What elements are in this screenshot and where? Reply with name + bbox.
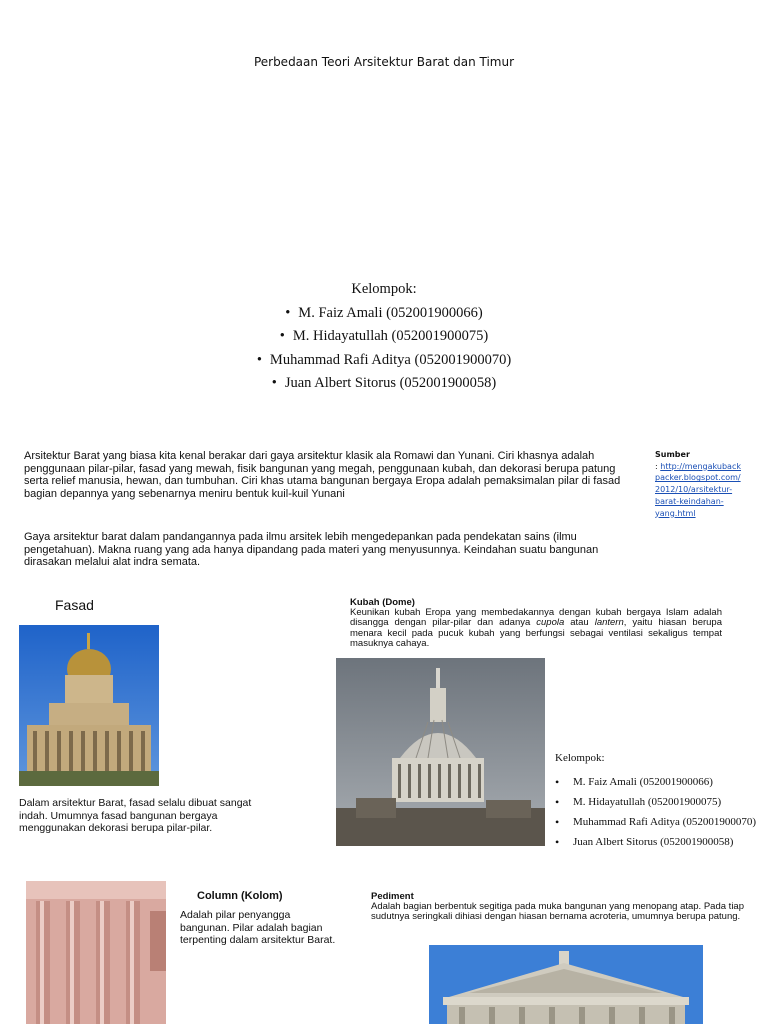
kubah-text-before: Keunikan kubah Eropa yang membedakannya dengan kubah bergaya Islam adalah disangga dengan pilar-pilar dan adanya [350, 607, 722, 629]
kubah-text-mid: atau [564, 617, 595, 629]
group-member: • Juan Albert Sitorus (052001900058) [555, 832, 756, 852]
group-member: • Muhammad Rafi Aditya (052001900070) [0, 349, 768, 373]
group-member-list-2 [555, 772, 756, 852]
kubah-term-lantern: lantern [594, 617, 624, 629]
source-link[interactable]: http://mengakuback packer.blogspot.com/ 2012/10/arsitektur-barat-keindahan-yang.html [655, 461, 741, 518]
fasad-description: Dalam arsitektur Barat, fasad selalu dibuat sangat indah. Umumnya fasad bangunan bergaya menggunakan dekorasi berupa pilar-pilar. [19, 797, 252, 834]
column-heading: Column (Kolom) [197, 890, 283, 902]
group-member: • Juan Albert Sitorus (052001900058) [0, 372, 768, 396]
group-heading-2: Kelompok: [555, 752, 605, 764]
group-member: • M. Hidayatullah (052001900075) [0, 325, 768, 349]
column-description: Adalah pilar penyangga bangunan. Pilar adalah bagian terpenting dalam arsitektur Barat. [180, 909, 336, 946]
group-members-block-2 [555, 752, 756, 852]
source-label: Sumber [655, 450, 690, 459]
fasad-photo [19, 625, 159, 786]
kubah-photo [336, 658, 545, 846]
pediment-heading: Pediment [371, 891, 414, 902]
kubah-text-after: , yaitu hiasan berupa menara kecil pada pucuk kubah yang berfungsi sebagai ventilasi sekaligus tempat masuknya cahaya. [350, 617, 722, 650]
pediment-photo [429, 945, 703, 1024]
group-member: • Muhammad Rafi Aditya (052001900070) [555, 812, 756, 832]
column-photo [26, 881, 166, 1024]
group-member: • M. Faiz Amali (052001900066) [0, 302, 768, 326]
intro-paragraph-2: Gaya arsitektur barat dalam pandangannya pada ilmu arsitek lebih mengedepankan pada pendekatan sains (ilmu pengetahuan). Makna ruang yang ada hanya dipandang pada materi yang menyusunnya. Keindahan suatu bangunan dirasakan melalui alat indra semata. [24, 531, 599, 568]
group-member: • M. Faiz Amali (052001900066) [555, 772, 756, 792]
group-heading: Kelompok: [351, 281, 417, 297]
fasad-heading: Fasad [55, 597, 94, 613]
pediment-description: Adalah bagian berbentuk segitiga pada muka bangunan yang menopang atap. Pada tiap sudutnya seringkali dihiasi dengan hiasan bernama acroteria, umumnya berupa patung. [371, 901, 744, 923]
kubah-heading: Kubah (Dome) [350, 597, 415, 608]
group-member-list [0, 302, 768, 396]
kubah-term-cupola: cupola [536, 617, 565, 629]
kubah-description [350, 608, 722, 650]
page-title: Perbedaan Teori Arsitektur Barat dan Timur [253, 55, 515, 69]
source-prefix: : [655, 461, 661, 471]
group-member: • M. Hidayatullah (052001900075) [555, 792, 756, 812]
source-note [655, 449, 750, 519]
intro-paragraph-1: Arsitektur Barat yang biasa kita kenal berakar dari gaya arsitektur klasik ala Romawi dan Yunani. Ciri khasnya adalah penggunaan pilar-pilar, fasad yang mewah, fisik bangunan yang megah, penggunaan kubah, dan dekorasi berupa patung serta relief manusia, hewan, dan tumbuhan. Ciri khas utama bangunan bergaya Eropa adalah pemaksimalan pilar di fasad bagian depannya yang sebenarnya meniru bentuk kuil-kuil Yunani [24, 450, 621, 500]
group-members-block [0, 278, 768, 396]
